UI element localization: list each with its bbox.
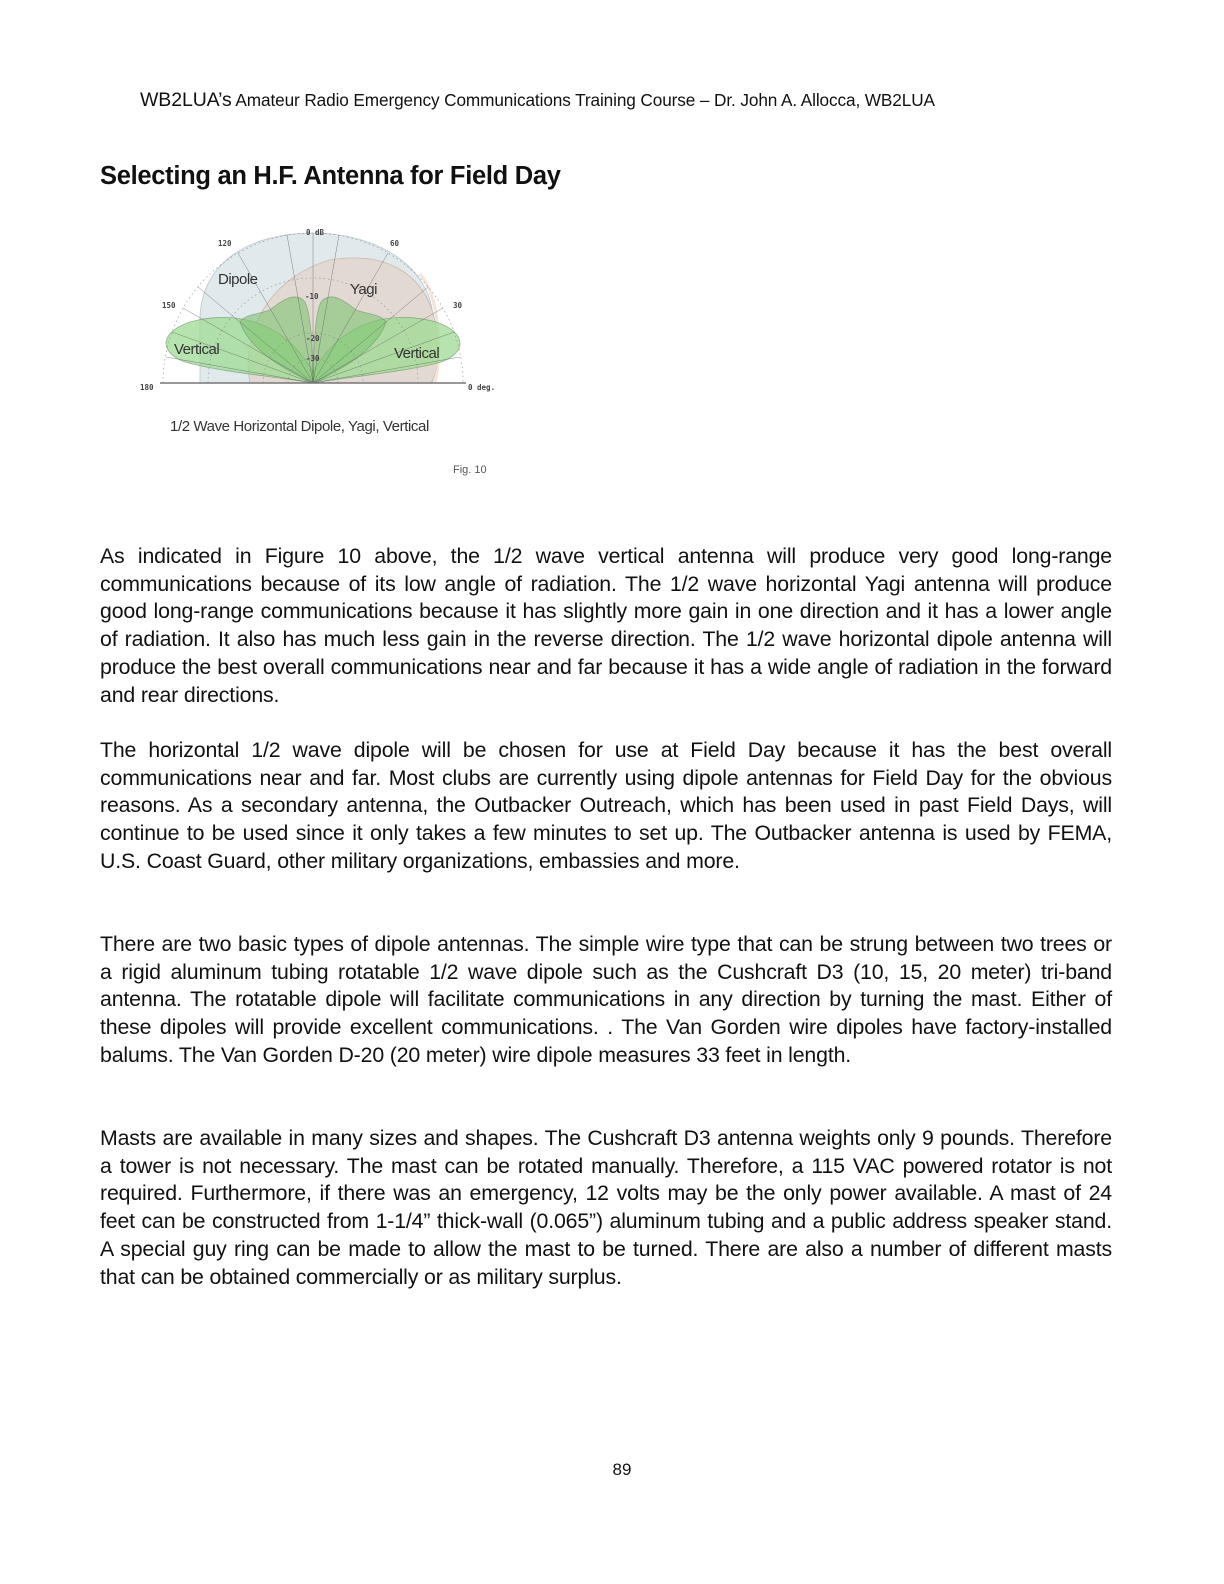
- paragraph-masts: Masts are available in many sizes and shapes. The Cushcraft D3 antenna weights only 9 pounds. Therefore a tower is not necessary. The mast can be rotated manually. Therefore, a 115 VAC powered rotator is not required. Furthermore, if there was an emergency, 12 volts may be the only power available. A mast of 24 feet can be constructed from 1-1/4” thick-wall (0.065”) aluminum tubing and a public address speaker stand. A special guy ring can be made to allow the mast to be turned. There are also a number of different masts that can be obtained commercially or as military surplus.: [100, 1126, 1112, 1289]
- paragraph-antenna-comparison: As indicated in Figure 10 above, the 1/2 wave vertical antenna will produce very good long-range communications because of its low angle of radiation. The 1/2 wave horizontal Yagi antenna will produce good long-range communications because it has slightly more gain in one direction and it has a lower angle of radiation. It also has much less gain in the reverse direction. The 1/2 wave horizontal dipole antenna will produce the best overall communications near and far because it has a wide angle of radiation in the forward and rear directions.: [100, 544, 1112, 707]
- figure-caption: 1/2 Wave Horizontal Dipole, Yagi, Vertical: [170, 418, 429, 435]
- angle-label-30: 30: [453, 301, 463, 310]
- angle-label-180: 180: [140, 383, 154, 392]
- figure-number: Fig. 10: [453, 464, 487, 476]
- paragraph-dipole-types: There are two basic types of dipole antennas. The simple wire type that can be strung between two trees or a rigid aluminum tubing rotatable 1/2 wave dipole such as the Cushcraft D3 (10, 15, 20 meter) tri-band antenna. The rotatable dipole will facilitate communications in any direction by turning the mast. Either of these dipoles will provide excellent communications. . The Van Gorden wire dipoles have factory-installed balums. The Van Gorden D-20 (20 meter) wire dipole measures 33 feet in length.: [100, 932, 1112, 1067]
- angle-label-60: 60: [390, 239, 400, 248]
- dipole-label: Dipole: [218, 271, 258, 288]
- paragraph-field-day-choice: The horizontal 1/2 wave dipole will be chosen for use at Field Day because it has the best overall communications near and far. Most clubs are currently using dipole antennas for Field Day for the obvious reasons. As a secondary antenna, the Outbacker Outreach, which has been used in past Field Days, will continue to be used since it only takes a few minutes to set up. The Outbacker antenna is used by FEMA, U.S. Coast Guard, other military organizations, embassies and more.: [100, 738, 1112, 873]
- header-callsign: WB2LUA’s: [140, 89, 232, 111]
- header-course-title: Amateur Radio Emergency Communications Training Course – Dr. John A. Allocca, WB2LUA: [231, 90, 935, 110]
- running-header: [140, 89, 1080, 112]
- angle-label-90: 0 dB: [306, 228, 325, 237]
- vertical-right-label: Vertical: [394, 345, 440, 362]
- yagi-label: Yagi: [350, 281, 377, 298]
- angle-label-0: 0 deg.: [468, 383, 496, 392]
- angle-label-120: 120: [218, 239, 232, 248]
- db-label-minus20: -20: [306, 334, 320, 343]
- db-label-minus30: -30: [306, 354, 320, 363]
- db-label-minus10: -10: [305, 292, 319, 301]
- page-number: 89: [612, 1460, 632, 1479]
- section-title: Selecting an H.F. Antenna for Field Day: [100, 162, 561, 190]
- angle-label-150: 150: [162, 301, 176, 310]
- vertical-left-label: Vertical: [174, 341, 220, 358]
- antenna-radiation-pattern-figure: [130, 222, 520, 482]
- polar-radiation-diagram: [130, 222, 520, 422]
